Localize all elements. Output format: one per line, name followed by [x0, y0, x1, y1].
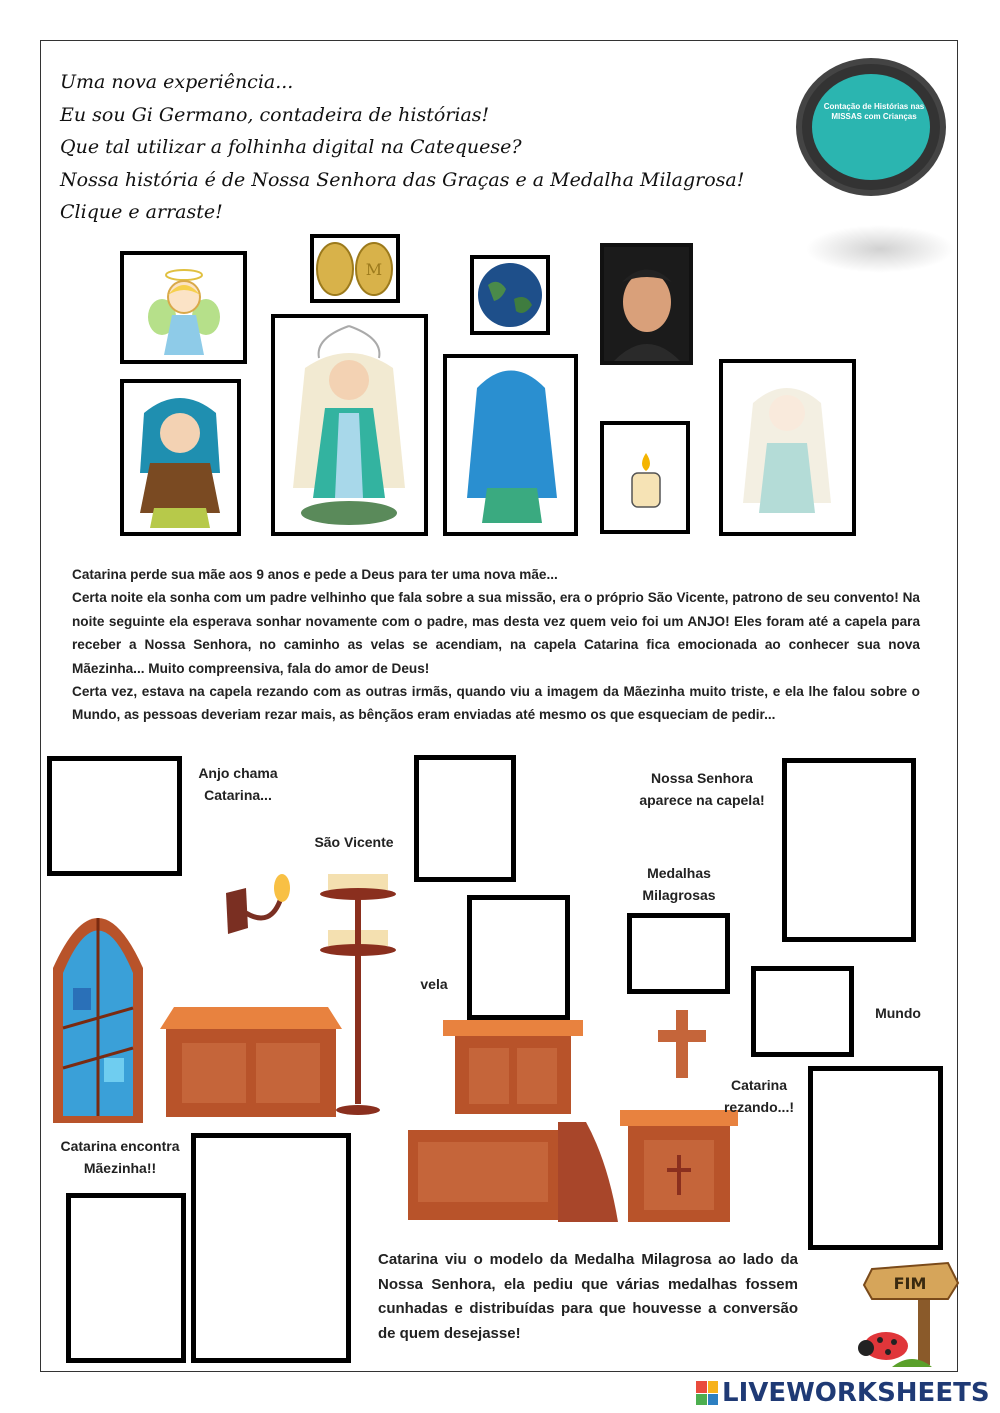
church-pew-icon [408, 1122, 620, 1226]
drop-zone-mundo[interactable] [751, 966, 854, 1057]
logo [796, 58, 946, 196]
drop-zone-catarina[interactable] [66, 1193, 186, 1363]
world-card[interactable] [470, 255, 550, 335]
drop-zone-nossa-senhora[interactable] [782, 758, 916, 942]
angel-icon [124, 255, 243, 360]
logo-text: Contação de Histórias nas MISSAS com Crianças [823, 102, 925, 121]
liveworksheets-icon [696, 1381, 718, 1405]
medal-icon [314, 238, 396, 299]
veiled-doll-icon [447, 358, 574, 532]
story-paragraph: Catarina perde sua mãe aos 9 anos e pede a Deus para ter uma nova mãe... [72, 567, 558, 582]
fim-text: FIM [893, 1274, 927, 1293]
tabernacle-icon [620, 1110, 738, 1224]
story-paragraph: Certa vez, estava na capela rezando com as outras irmãs, quando viu a imagem da Mãezinha muito triste, e ela lhe falou sobre o Mundo, as pessoas deveriam rezar mais, as bênçãos eram enviadas até mesmo os que esqueciam de pedir... [72, 684, 920, 723]
mary-back-card[interactable] [443, 354, 578, 536]
label-anjo: Anjo chama Catarina... [198, 765, 278, 803]
nossa-senhora-card[interactable] [271, 314, 428, 536]
stained-glass-window-icon [48, 878, 148, 1128]
svg-text:M: M [365, 260, 383, 279]
label-vela: vela [420, 976, 448, 992]
candle-icon [604, 425, 686, 530]
drop-zone-vela[interactable] [467, 895, 570, 1020]
faded-lady-card[interactable] [719, 359, 856, 536]
wall-sconce-icon [216, 868, 300, 956]
label-sao-vicente: São Vicente [314, 834, 394, 850]
candle-card[interactable] [600, 421, 690, 534]
liveworksheets-text: LIVEWORKSHEETS [722, 1378, 990, 1408]
label-catarina-rezando: Catarina rezando...! [723, 1077, 794, 1115]
drop-zone-sao-vicente[interactable] [414, 755, 516, 882]
story-paragraph: Certa noite ela sonha com um padre velhinho que fala sobre a sua missão, era o próprio São Vicente, patrono de seu convento! Na noite seguinte ela esperava sonhar novamente com o padre, mas desta vez quem veio foi um ANJO! Eles foram até a capela para receber a Nossa Senhora, no caminho as velas se acendiam, na capela Catarina fica emocionada ao conhecer sua nova Mãezinha... Muito compreensiva, fala do amor de Deus! [72, 590, 920, 676]
intro-line: Nossa história é de Nossa Senhora das Graças e a Medalha Milagrosa! [60, 168, 745, 191]
globe-icon [474, 259, 546, 331]
logo-shadow [805, 225, 955, 273]
portrait-icon [604, 247, 689, 361]
catarina-card[interactable] [120, 379, 241, 536]
label-medalhas: Medalhas Milagrosas [642, 865, 716, 903]
sao-vicente-card[interactable] [600, 243, 693, 365]
story-text [72, 563, 920, 727]
faded-lady-icon [723, 363, 852, 532]
medal-card[interactable] [310, 234, 400, 303]
bottom-story-text: Catarina viu o modelo da Medalha Milagrosa ao lado da Nossa Senhora, ela pediu que várias medalhas fossem cunhadas e distribuídas para que houvesse a conversão de quem desejasse! [378, 1251, 798, 1342]
liveworksheets-logo[interactable] [696, 1378, 990, 1408]
angel-card[interactable] [120, 251, 247, 364]
drop-zone-catarina-rezando[interactable] [808, 1066, 943, 1250]
label-mundo: Mundo [875, 1005, 921, 1021]
label-nossa-senhora: Nossa Senhora aparece na capela! [639, 770, 765, 808]
label-catarina-encontra: Catarina encontra Mãezinha!! [60, 1138, 180, 1176]
ladybug-icon [856, 1326, 912, 1364]
our-lady-doll-icon [275, 318, 424, 532]
intro-line: Eu sou Gi Germano, contadeira de histórias! [60, 103, 490, 126]
drop-zone-medalhas[interactable] [627, 913, 730, 994]
altar-table-icon [160, 1003, 342, 1121]
drop-zone-anjo[interactable] [47, 756, 182, 876]
catarina-doll-icon [124, 383, 237, 532]
lectern-icon [443, 1020, 583, 1116]
intro-line: Que tal utilizar a folhinha digital na Catequese? [60, 136, 522, 158]
drop-zone-maezinha[interactable] [191, 1133, 351, 1363]
intro-line: Uma nova experiência... [60, 71, 294, 93]
intro-line: Clique e arraste! [60, 201, 223, 223]
intro-text [60, 66, 744, 229]
cross-icon [652, 1008, 712, 1080]
